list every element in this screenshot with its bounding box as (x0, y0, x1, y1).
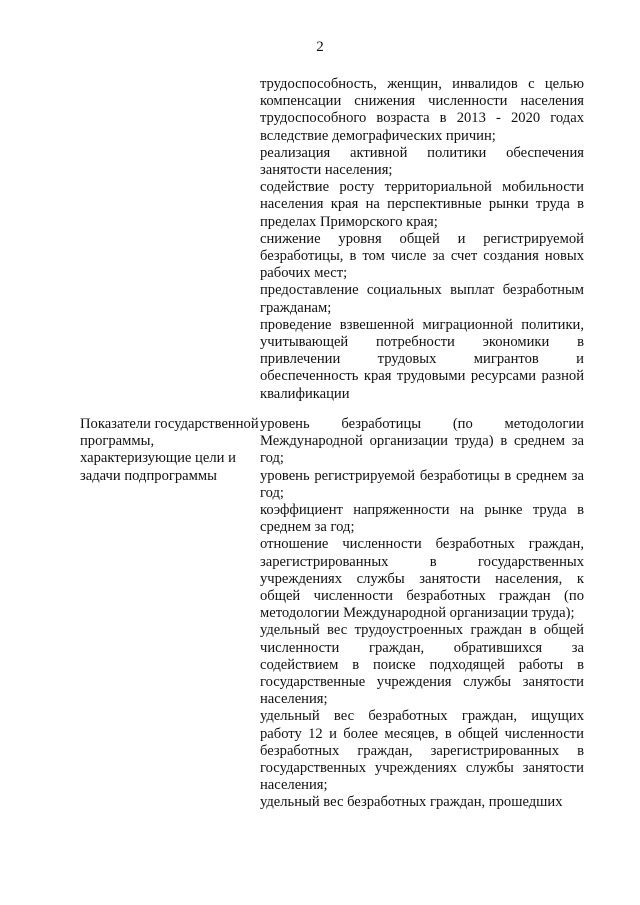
list-item: трудоспособность, женщин, инвалидов с целью компенсации снижения численности населения трудоспособного возраста в 2013 - 2020 годах вследствие демографических причин; (260, 76, 584, 144)
list-item: отношение численности безработных граждан, зарегистрированных в государственных учреждениях службы занятости населения, к общей численности безработных граждан (по методологии Международной организации труда); (260, 536, 584, 622)
list-item: удельный вес безработных граждан, прошедших (260, 794, 563, 811)
list-item: удельный вес безработных граждан, ищущих работу 12 и более месяцев, в общей численности безработных граждан, зарегистрированных в государственных учреждениях службы занятости населения; (260, 708, 584, 794)
list-item: содействие росту территориальной мобильности населения края на перспективные рынки труда в пределах Приморского края; (260, 179, 584, 230)
row-label-indicators: Показатели государственной программы, характеризующие цели и задачи подпрограммы (80, 416, 259, 484)
page-number: 2 (316, 39, 324, 55)
list-item: уровень безработицы (по методологии Международной организации труда) в среднем за год; (260, 416, 584, 467)
list-item: проведение взвешенной миграционной политики, учитывающей потребности экономики в привлечении трудовых мигрантов и обеспеченность края трудовыми ресурсами разной квалификации (260, 316, 584, 402)
list-item: реализация активной политики обеспечения занятости населения; (260, 144, 584, 179)
row-value-indicators (260, 416, 584, 812)
table-row-indicators (80, 416, 584, 811)
list-item: снижение уровня общей и регистрируемой безработицы, в том числе за счет создания новых рабочих мест; (260, 230, 584, 282)
list-item: уровень регистрируемой безработицы в среднем за год; (260, 467, 584, 501)
list-item: предоставление социальных выплат безработным гражданам; (260, 282, 584, 316)
row-value (260, 76, 584, 403)
list-item: коэффициент напряженности на рынке труда в среднем за год; (260, 502, 584, 536)
list-item: удельный вес трудоустроенных граждан в общей численности граждан, обратившихся за содействием в поиске подходящей работы в государственные учреждения службы занятости населения; (260, 622, 584, 708)
